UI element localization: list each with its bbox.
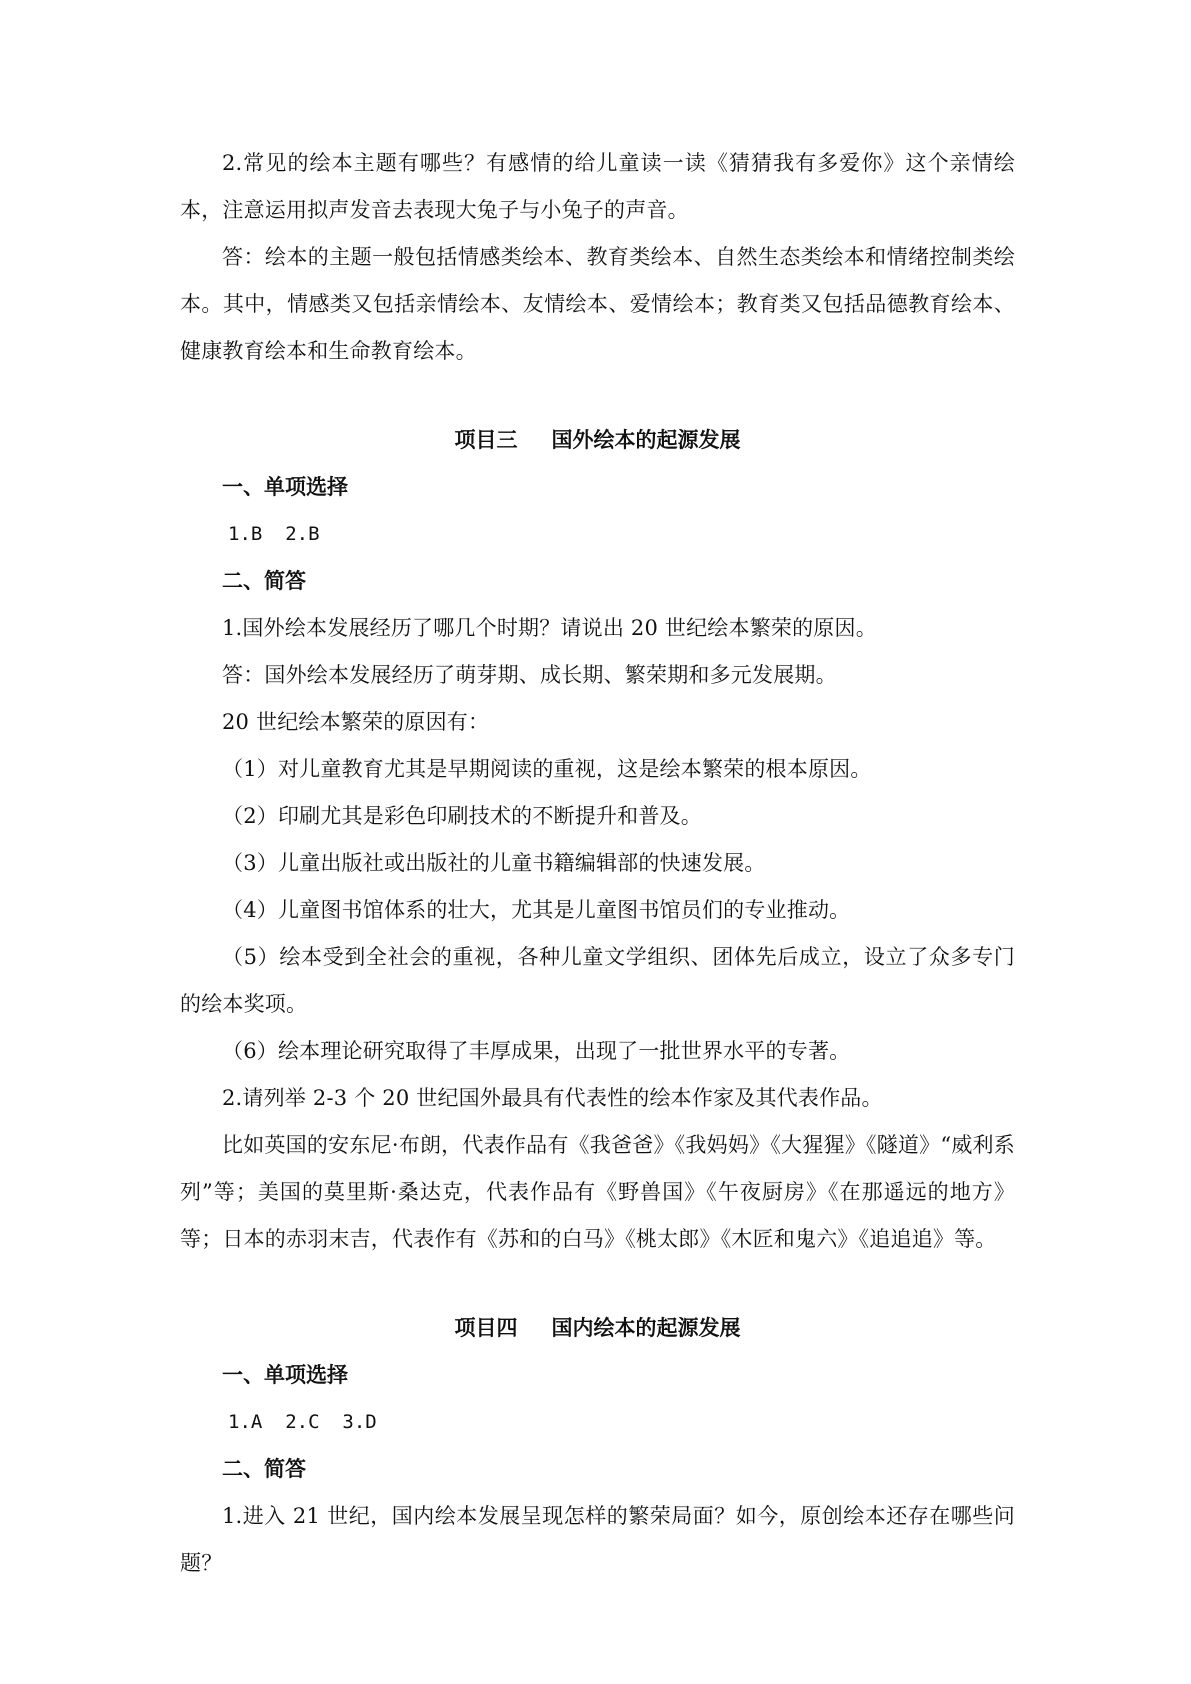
answer-2: 答：绘本的主题一般包括情感类绘本、教育类绘本、自然生态类绘本和情绪控制类绘本。其中，情感类又包括亲情绘本、友情绘本、爱情绘本；教育类又包括品德教育绘本、健康教育绘本和生命教育绘本。 xyxy=(180,245,1015,363)
reason-item: （3）儿童出版社或出版社的儿童书籍编辑部的快速发展。 xyxy=(222,851,766,875)
reason-item: （6）绘本理论研究取得了丰厚成果，出现了一批世界水平的专著。 xyxy=(222,1039,851,1063)
project3-title-text: 国外绘本的起源发展 xyxy=(551,428,741,452)
project3-title xyxy=(180,417,1015,464)
document-page xyxy=(180,140,1015,1587)
reason-item: （4）儿童图书馆体系的壮大，尤其是儿童图书馆员们的专业推动。 xyxy=(222,898,851,922)
project4-question-1: 1.进入 21 世纪，国内绘本发展呈现怎样的繁荣局面？如今，原创绘本还存在哪些问题？ xyxy=(180,1504,1015,1575)
project3-label: 项目三 xyxy=(454,428,518,452)
project3-question-1: 1.国外绘本发展经历了哪几个时期？请说出 20 世纪绘本繁荣的原因。 xyxy=(222,616,877,640)
project4-title xyxy=(180,1305,1015,1352)
project4-single-choice-heading: 一、单项选择 xyxy=(222,1363,348,1387)
project4-title-text: 国内绘本的起源发展 xyxy=(551,1316,741,1340)
project3-answer-1: 答：国外绘本发展经历了萌芽期、成长期、繁荣期和多元发展期。 xyxy=(222,663,837,687)
reason-item: （2）印刷尤其是彩色印刷技术的不断提升和普及。 xyxy=(222,804,702,828)
project4-label: 项目四 xyxy=(454,1316,518,1340)
project3-short-answer-heading: 二、简答 xyxy=(222,569,306,593)
project3-single-choice-answers: 1.B 2.B xyxy=(228,523,320,545)
question-2: 2.常见的绘本主题有哪些？有感情的给儿童读一读《猜猜我有多爱你》这个亲情绘本，注意运用拟声发音去表现大兔子与小兔子的声音。 xyxy=(180,151,1015,222)
reason-item: （5）绘本受到全社会的重视，各种儿童文学组织、团体先后成立，设立了众多专门的绘本奖项。 xyxy=(180,945,1015,1016)
project3-single-choice-heading: 一、单项选择 xyxy=(222,475,348,499)
project4-short-answer-heading: 二、简答 xyxy=(222,1457,306,1481)
reason-item: （1）对儿童教育尤其是早期阅读的重视，这是绘本繁荣的根本原因。 xyxy=(222,757,872,781)
project3-answer-2: 比如英国的安东尼·布朗，代表作品有《我爸爸》《我妈妈》《大猩猩》《隧道》“威利系列”等；美国的莫里斯·桑达克，代表作品有《野兽国》《午夜厨房》《在那遥远的地方》等；日本的赤羽末吉，代表作有《苏和的白马》《桃太郎》《木匠和鬼六》《追追追》等。 xyxy=(180,1133,1015,1251)
project3-reasons-intro: 20 世纪绘本繁荣的原因有： xyxy=(222,710,490,734)
project3-question-2: 2.请列举 2-3 个 20 世纪国外最具有代表性的绘本作家及其代表作品。 xyxy=(222,1086,883,1110)
project4-single-choice-answers: 1.A 2.C 3.D xyxy=(228,1411,377,1433)
